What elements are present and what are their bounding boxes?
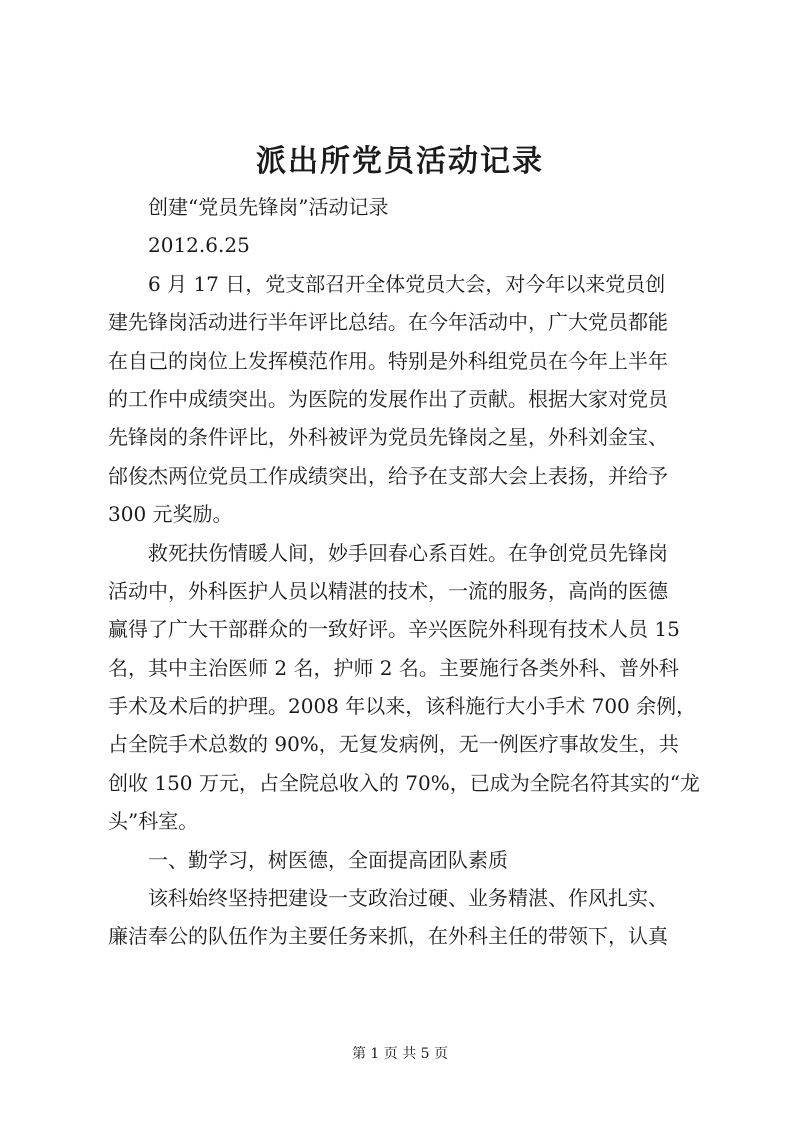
text-line: 创建“党员先锋岗”活动记录 xyxy=(148,195,389,219)
text-line: 救死扶伤情暖人间，妙手回春心系百姓。在争创党员先锋岗 xyxy=(148,540,668,565)
text-line: 邰俊杰两位党员工作成绩突出，给予在支部大会上表扬，并给予 xyxy=(108,463,668,488)
text-line: 活动中，外科医护人员以精湛的技术，一流的服务，高尚的医德 xyxy=(108,578,668,603)
document-title: 派出所党员活动记录 xyxy=(256,144,544,179)
text-line: 先锋岗的条件评比，外科被评为党员先锋岗之星，外科刘金宝、 xyxy=(108,425,668,450)
text-line: 名，其中主治医师 2 名，护师 2 名。主要施行各类外科、普外科 xyxy=(108,655,679,680)
text-line: 赢得了广大干部群众的一致好评。辛兴医院外科现有技术人员 15 xyxy=(108,617,680,642)
text-line: 创收 150 万元，占全院总收入的 70%，已成为全院名符其实的“龙 xyxy=(108,770,700,795)
document-body xyxy=(108,188,708,956)
text-line: 手术及术后的护理。2008 年以来，该科施行大小手术 700 余例， xyxy=(108,694,697,719)
text-line: 300 元奖励。 xyxy=(108,502,233,527)
text-line: 该科始终坚持把建设一支政治过硬、业务精湛、作风扎实、 xyxy=(148,886,668,911)
text-line: 占全院手术总数的 90%，无复发病例，无一例医疗事故发生，共 xyxy=(108,732,679,757)
section-heading: 一、勤学习，树医德，全面提高团队素质 xyxy=(148,847,508,872)
text-line: 廉洁奉公的队伍作为主要任务来抓，在外科主任的带领下，认真 xyxy=(108,924,668,949)
text-line: 6 月 17 日，党支部召开全体党员大会，对今年以来党员创 xyxy=(148,271,666,296)
text-line: 头”科室。 xyxy=(108,809,199,834)
page-footer: 第 1 页 共 5 页 xyxy=(351,1046,449,1062)
text-line: 在自己的岗位上发挥模范作用。特别是外科组党员在今年上半年 xyxy=(108,348,668,373)
text-line: 2012.6.25 xyxy=(148,233,250,258)
text-line: 的工作中成绩突出。为医院的发展作出了贡献。根据大家对党员 xyxy=(108,386,668,411)
text-line: 建先锋岗活动进行半年评比总结。在今年活动中，广大党员都能 xyxy=(108,310,668,335)
